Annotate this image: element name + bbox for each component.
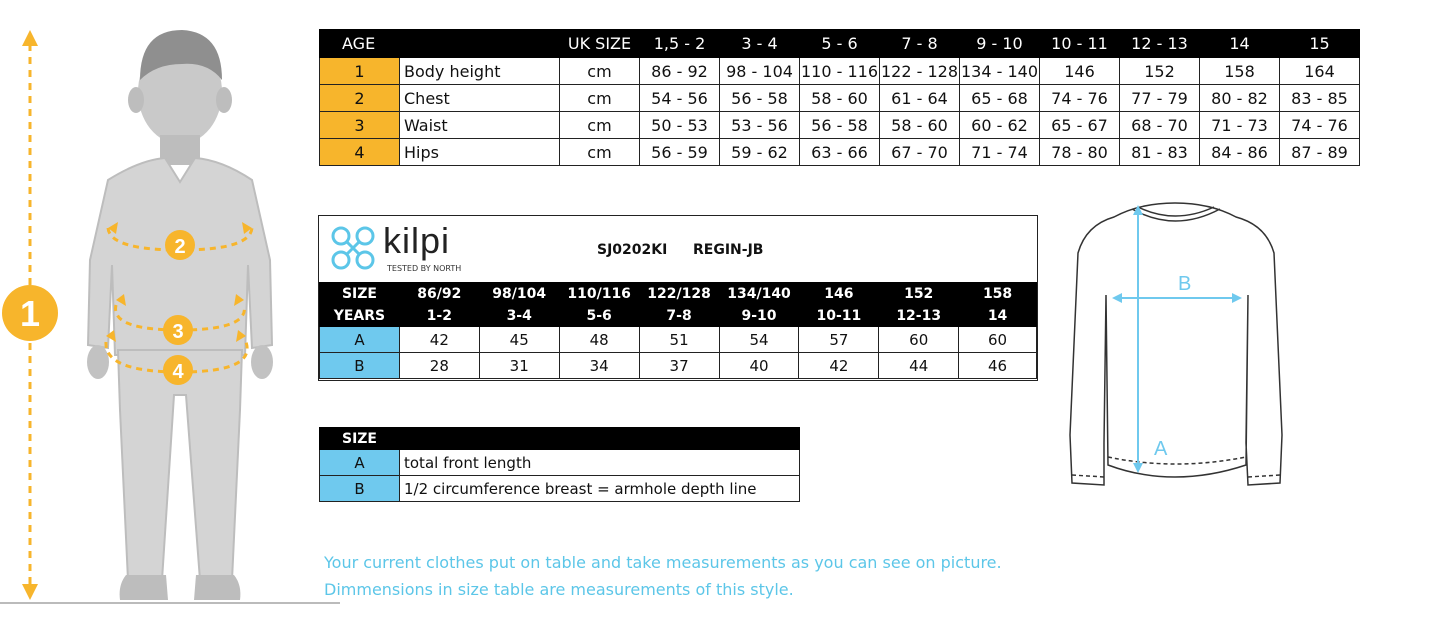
cell: 61 - 64	[880, 85, 960, 112]
years-header-row	[320, 305, 1037, 327]
cell: 45	[479, 327, 559, 353]
table-row	[320, 450, 800, 476]
size-cell: 110/116	[559, 283, 639, 305]
cell: 152	[1120, 58, 1200, 85]
legend-desc: 1/2 circumference breast = armhole depth line	[400, 476, 800, 502]
row-number: 2	[320, 85, 400, 112]
table-row	[320, 139, 1360, 166]
cell: 34	[559, 353, 639, 379]
shirt-label-b: B	[1178, 273, 1192, 295]
legend-desc: total front length	[400, 450, 800, 476]
row-label: B	[320, 353, 400, 379]
cell: 164	[1280, 58, 1360, 85]
years-cell: 9-10	[719, 305, 799, 327]
table-row	[320, 112, 1360, 139]
size-cell: 158	[959, 283, 1037, 305]
legend-header-empty	[400, 428, 800, 450]
size-cell: 86/92	[399, 283, 479, 305]
legend-label: A	[320, 450, 400, 476]
cell: 59 - 62	[720, 139, 800, 166]
row-label: Chest	[400, 85, 560, 112]
row-label: Hips	[400, 139, 560, 166]
row-label: A	[320, 327, 400, 353]
cell: 122 - 128	[880, 58, 960, 85]
table-row	[320, 85, 1360, 112]
row-label: Waist	[400, 112, 560, 139]
product-table-grid	[319, 282, 1037, 379]
row-unit: cm	[560, 112, 640, 139]
cell: 68 - 70	[1120, 112, 1200, 139]
table-row	[320, 353, 1037, 379]
header-col: 9 - 10	[960, 30, 1040, 58]
size-label: SIZE	[320, 283, 400, 305]
table-row	[320, 476, 800, 502]
cell: 57	[799, 327, 879, 353]
cell: 56 - 58	[800, 112, 880, 139]
years-label: YEARS	[320, 305, 400, 327]
kilpi-knot-icon	[327, 222, 379, 274]
years-cell: 10-11	[799, 305, 879, 327]
cell: 42	[799, 353, 879, 379]
cell: 98 - 104	[720, 58, 800, 85]
cell: 60	[959, 327, 1037, 353]
legend-header-label: SIZE	[320, 428, 400, 450]
cell: 80 - 82	[1200, 85, 1280, 112]
cell: 110 - 116	[800, 58, 880, 85]
header-col: 1,5 - 2	[640, 30, 720, 58]
cell: 60 - 62	[960, 112, 1040, 139]
svg-text:1: 1	[19, 293, 41, 334]
child-silhouette	[87, 30, 273, 600]
row-unit: cm	[560, 58, 640, 85]
product-header	[319, 216, 1037, 283]
cell: 158	[1200, 58, 1280, 85]
header-uk-size: UK SIZE	[560, 30, 640, 58]
main-table-header	[320, 30, 1360, 58]
cell: 54 - 56	[640, 85, 720, 112]
cell: 60	[879, 327, 959, 353]
cell: 87 - 89	[1280, 139, 1360, 166]
size-header-row	[320, 283, 1037, 305]
cell: 65 - 67	[1040, 112, 1120, 139]
cell: 71 - 74	[960, 139, 1040, 166]
cell: 67 - 70	[880, 139, 960, 166]
cell: 54	[719, 327, 799, 353]
years-cell: 12-13	[879, 305, 959, 327]
cell: 42	[399, 327, 479, 353]
years-cell: 14	[959, 305, 1037, 327]
cell: 58 - 60	[800, 85, 880, 112]
cell: 78 - 80	[1040, 139, 1120, 166]
note-line-1: Your current clothes put on table and take measurements as you can see on picture.	[324, 553, 1002, 572]
shirt-label-a: A	[1154, 438, 1168, 460]
size-cell: 122/128	[639, 283, 719, 305]
cell: 56 - 58	[720, 85, 800, 112]
row-unit: cm	[560, 139, 640, 166]
header-col: 5 - 6	[800, 30, 880, 58]
cell: 71 - 73	[1200, 112, 1280, 139]
cell: 46	[959, 353, 1037, 379]
marker-1	[2, 285, 58, 341]
size-cell: 98/104	[479, 283, 559, 305]
cell: 40	[719, 353, 799, 379]
table-row	[320, 58, 1360, 85]
cell: 146	[1040, 58, 1120, 85]
size-cell: 146	[799, 283, 879, 305]
shirt-measure-lines	[1112, 205, 1242, 473]
row-unit: cm	[560, 85, 640, 112]
cell: 74 - 76	[1280, 112, 1360, 139]
product-code: SJ0202KI	[597, 242, 668, 258]
cell: 51	[639, 327, 719, 353]
shirt-outline	[1070, 203, 1282, 485]
row-number: 4	[320, 139, 400, 166]
cell: 63 - 66	[800, 139, 880, 166]
cell: 77 - 79	[1120, 85, 1200, 112]
header-col: 12 - 13	[1120, 30, 1200, 58]
row-number: 1	[320, 58, 400, 85]
size-legend-table	[319, 427, 800, 502]
cell: 83 - 85	[1280, 85, 1360, 112]
header-col: 15	[1280, 30, 1360, 58]
svg-text:2: 2	[174, 236, 186, 258]
size-cell: 152	[879, 283, 959, 305]
cell: 44	[879, 353, 959, 379]
cell: 86 - 92	[640, 58, 720, 85]
cell: 74 - 76	[1040, 85, 1120, 112]
svg-text:4: 4	[172, 361, 184, 383]
legend-label: B	[320, 476, 400, 502]
years-cell: 3-4	[479, 305, 559, 327]
kilpi-tagline: TESTED BY NORTH	[387, 264, 462, 273]
legend-header	[320, 428, 800, 450]
cell: 53 - 56	[720, 112, 800, 139]
cell: 84 - 86	[1200, 139, 1280, 166]
cell: 81 - 83	[1120, 139, 1200, 166]
cell: 37	[639, 353, 719, 379]
header-col: 3 - 4	[720, 30, 800, 58]
kilpi-logo: kilpi	[383, 220, 451, 261]
header-col: 10 - 11	[1040, 30, 1120, 58]
cell: 56 - 59	[640, 139, 720, 166]
row-label: Body height	[400, 58, 560, 85]
years-cell: 7-8	[639, 305, 719, 327]
years-cell: 5-6	[559, 305, 639, 327]
product-measurement-table	[318, 215, 1038, 381]
cell: 58 - 60	[880, 112, 960, 139]
body-measurement-figure	[0, 0, 345, 627]
size-cell: 134/140	[719, 283, 799, 305]
shirt-diagram	[1060, 195, 1290, 505]
header-age: AGE	[320, 30, 560, 58]
cell: 48	[559, 327, 639, 353]
cell: 65 - 68	[960, 85, 1040, 112]
cell: 50 - 53	[640, 112, 720, 139]
marker-2	[165, 230, 195, 260]
marker-3	[163, 315, 193, 345]
header-col: 7 - 8	[880, 30, 960, 58]
header-col: 14	[1200, 30, 1280, 58]
product-model: REGIN-JB	[693, 242, 764, 258]
cell: 28	[399, 353, 479, 379]
cell: 134 - 140	[960, 58, 1040, 85]
note-line-2: Dimmensions in size table are measurements of this style.	[324, 580, 794, 599]
svg-text:3: 3	[172, 321, 184, 343]
cell: 31	[479, 353, 559, 379]
marker-4	[163, 355, 193, 385]
main-size-table	[319, 29, 1360, 166]
table-row	[320, 327, 1037, 353]
years-cell: 1-2	[399, 305, 479, 327]
row-number: 3	[320, 112, 400, 139]
